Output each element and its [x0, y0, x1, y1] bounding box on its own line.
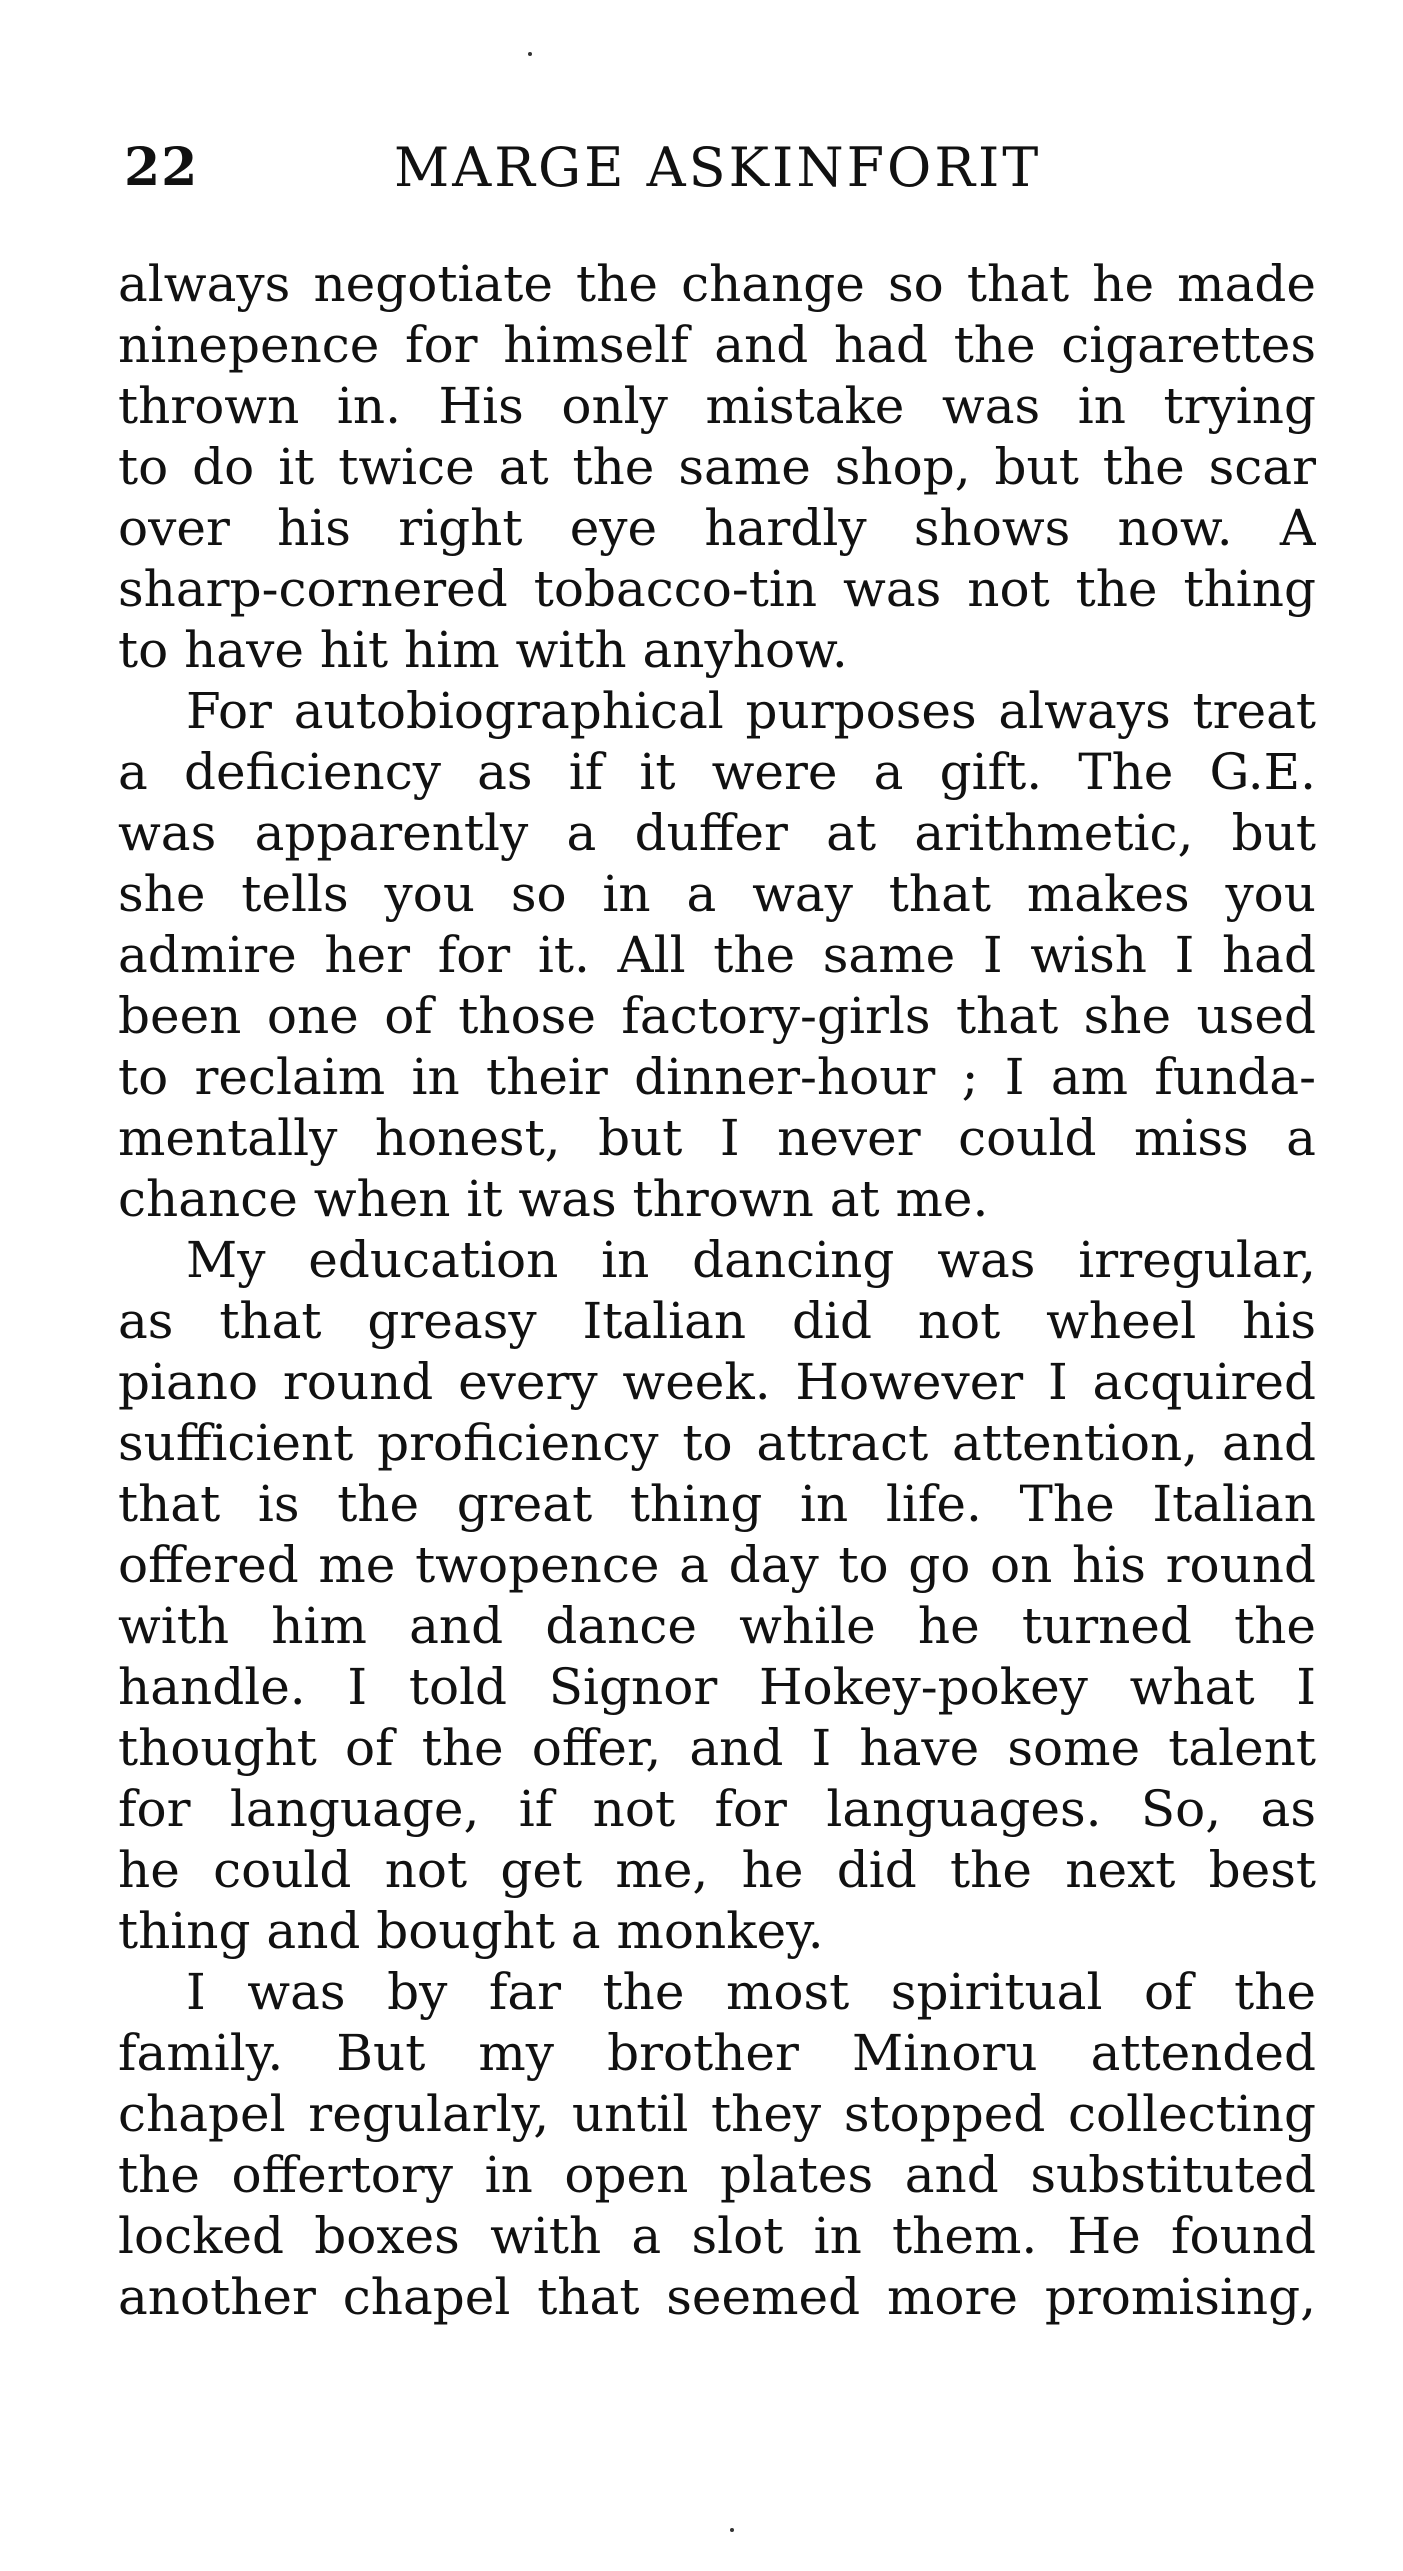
paragraph-1 [118, 254, 1316, 681]
text-line: another chapel that seemed more promising, [118, 2268, 1316, 2326]
text-line: always negotiate the change so that he made [118, 255, 1316, 313]
text-line: over his right eye hardly shows now. A [118, 499, 1316, 557]
text-line: chance when it was thrown at me. [118, 1170, 989, 1228]
text-line: piano round every week. However I acquired [118, 1353, 1316, 1411]
text-line: handle. I told Signor Hokey-pokey what I [118, 1658, 1316, 1716]
text-line: My education in dancing was irregular, [186, 1231, 1316, 1289]
text-line: she tells you so in a way that makes you [118, 865, 1316, 923]
text-line: For autobiographical purposes always treat [186, 682, 1316, 740]
text-line: chapel regularly, until they stopped collecting [118, 2085, 1316, 2143]
text-line: to reclaim in their dinner-hour ; I am funda- [118, 1048, 1316, 1106]
print-speck [730, 2528, 734, 2532]
text-line: was apparently a duffer at arithmetic, but [118, 804, 1316, 862]
page-number: 22 [124, 137, 199, 198]
body-text [118, 254, 1316, 2328]
page-header [124, 128, 1322, 208]
text-line: for language, if not for languages. So, as [118, 1780, 1316, 1838]
text-line: that is the great thing in life. The Italian [118, 1475, 1316, 1533]
text-line: sharp-cornered tobacco-tin was not the thing [118, 560, 1316, 618]
running-title: MARGE ASKINFORIT [394, 136, 1042, 199]
text-line: to have hit him with anyhow. [118, 621, 848, 679]
text-line: sufficient proficiency to attract attention, and [118, 1414, 1316, 1472]
text-line: thought of the offer, and I have some talent [118, 1719, 1316, 1777]
text-line: thrown in. His only mistake was in trying [118, 377, 1316, 435]
text-line: locked boxes with a slot in them. He found [118, 2207, 1316, 2265]
text-line: thing and bought a monkey. [118, 1902, 824, 1960]
text-line: he could not get me, he did the next best [118, 1841, 1316, 1899]
paragraph-2 [118, 681, 1316, 1230]
text-line: offered me twopence a day to go on his round [118, 1536, 1316, 1594]
paragraph-4 [118, 1962, 1316, 2328]
text-line: with him and dance while he turned the [118, 1597, 1316, 1655]
text-line: the offertory in open plates and substituted [118, 2146, 1316, 2204]
text-line: mentally honest, but I never could miss a [118, 1109, 1316, 1167]
text-line: family. But my brother Minoru attended [118, 2024, 1316, 2082]
text-line: been one of those factory-girls that she used [118, 987, 1316, 1045]
text-line: I was by far the most spiritual of the [186, 1963, 1316, 2021]
text-line: as that greasy Italian did not wheel his [118, 1292, 1316, 1350]
text-line: admire her for it. All the same I wish I had [118, 926, 1316, 984]
text-line: a deficiency as if it were a gift. The G.E. [118, 743, 1316, 801]
text-line: to do it twice at the same shop, but the scar [118, 438, 1316, 496]
text-line: ninepence for himself and had the cigarettes [118, 316, 1316, 374]
paragraph-3 [118, 1230, 1316, 1962]
print-speck [528, 52, 532, 56]
